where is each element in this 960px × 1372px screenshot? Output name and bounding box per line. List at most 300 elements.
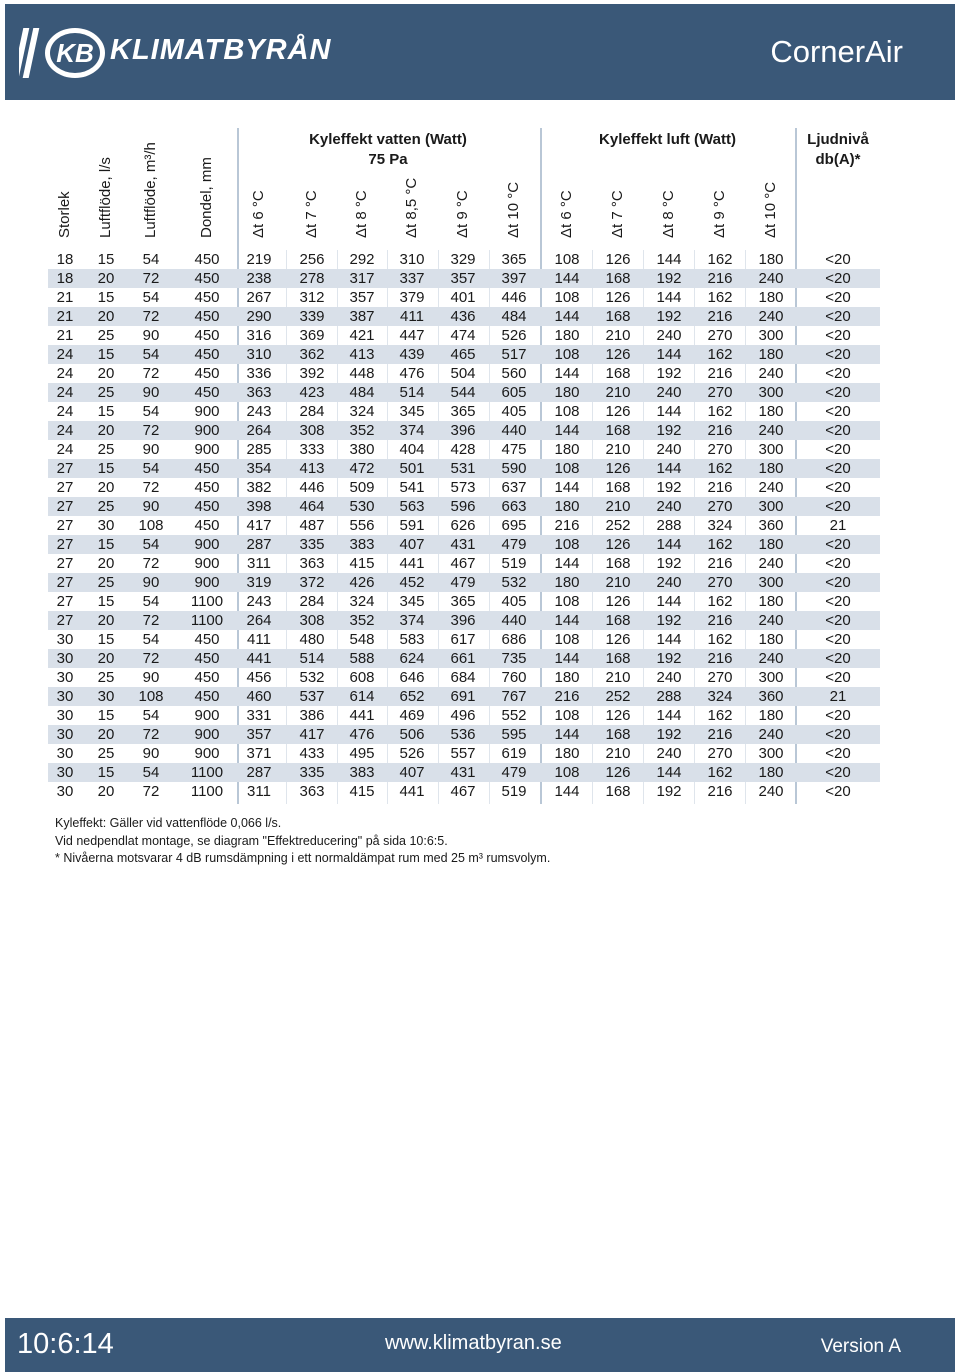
table-cell: 219 [246,251,272,268]
table-cell: 21 [829,517,847,534]
table-row [48,497,880,516]
table-cell: 168 [605,612,631,629]
table-cell: 27 [56,498,74,515]
table-cell: 180 [758,593,784,610]
table-cell: 15 [97,764,115,781]
table-cell: 180 [554,745,580,762]
table-cell: 487 [299,517,325,534]
table-cell: 357 [246,726,272,743]
table-cell: 180 [554,327,580,344]
table-cell: 900 [194,536,220,553]
table-cell: 541 [399,479,425,496]
table-cell: 162 [707,346,733,363]
table-cell: 240 [758,365,784,382]
table-cell: 396 [450,612,476,629]
table-cell: 54 [142,707,160,724]
klimatbyran-logo-icon [19,20,111,86]
column-header: Δt 7 °C [303,190,320,238]
table-cell: 180 [758,707,784,724]
table-cell: 25 [97,745,115,762]
table-row [48,592,880,611]
table-row [48,383,880,402]
table-cell: 20 [97,479,115,496]
table-cell: 162 [707,764,733,781]
table-cell: 15 [97,251,115,268]
table-cell: 192 [656,783,682,800]
table-cell: 270 [707,574,733,591]
table-cell: 383 [349,536,375,553]
table-cell: 661 [450,650,476,667]
column-header: Δt 7 °C [609,190,626,238]
table-cell: <20 [825,764,851,781]
table-cell: 270 [707,745,733,762]
table-cell: 264 [246,422,272,439]
table-cell: 238 [246,270,272,287]
table-cell: 441 [246,650,272,667]
table-cell: 243 [246,593,272,610]
table-cell: <20 [825,498,851,515]
table-cell: 72 [142,308,160,325]
table-cell: 27 [56,593,74,610]
table-cell: 404 [399,441,425,458]
table-cell: 144 [656,289,682,306]
table-cell: 24 [56,441,74,458]
table-cell: 362 [299,346,325,363]
table-cell: 180 [758,536,784,553]
table-cell: <20 [825,384,851,401]
table-cell: 108 [554,460,580,477]
table-cell: 900 [194,403,220,420]
table-cell: 526 [501,327,527,344]
table-cell: 467 [450,783,476,800]
table-cell: 360 [758,517,784,534]
table-cell: 308 [299,422,325,439]
table-cell: 537 [299,688,325,705]
table-cell: 300 [758,327,784,344]
table-cell: 216 [707,555,733,572]
table-cell: 54 [142,536,160,553]
table-cell: 504 [450,365,476,382]
table-cell: 210 [605,498,631,515]
table-cell: 30 [56,764,74,781]
table-cell: 456 [246,669,272,686]
column-header: Δt 10 °C [505,181,522,238]
table-cell: 440 [501,612,527,629]
table-cell: 596 [450,498,476,515]
table-cell: 15 [97,403,115,420]
table-cell: 436 [450,308,476,325]
table-cell: 27 [56,555,74,572]
table-cell: 495 [349,745,375,762]
table-row [48,668,880,687]
table-cell: 573 [450,479,476,496]
table-cell: 401 [450,289,476,306]
table-cell: 162 [707,707,733,724]
table-cell: 168 [605,422,631,439]
table-cell: 396 [450,422,476,439]
table-cell: 180 [758,764,784,781]
table-cell: <20 [825,650,851,667]
table-cell: 335 [299,536,325,553]
table-cell: 284 [299,593,325,610]
table-cell: 426 [349,574,375,591]
table-cell: 256 [299,251,325,268]
table-cell: 292 [349,251,375,268]
table-cell: 387 [349,308,375,325]
table-cell: 560 [501,365,527,382]
table-cell: 192 [656,555,682,572]
table-cell: 467 [450,555,476,572]
table-cell: 108 [554,346,580,363]
brand-name: KLIMATBYRÅN [110,34,332,66]
table-cell: 24 [56,403,74,420]
table-cell: 180 [554,441,580,458]
table-cell: 363 [246,384,272,401]
table-cell: 18 [56,270,74,287]
table-cell: 300 [758,498,784,515]
table-cell: 446 [299,479,325,496]
table-cell: 240 [656,669,682,686]
table-cell: <20 [825,555,851,572]
table-cell: <20 [825,783,851,800]
table-cell: 308 [299,612,325,629]
table-cell: 371 [246,745,272,762]
table-cell: 407 [399,764,425,781]
table-cell: 126 [605,707,631,724]
table-cell: 532 [501,574,527,591]
table-cell: 450 [194,308,220,325]
table-cell: 162 [707,403,733,420]
table-cell: 108 [138,688,164,705]
website-link[interactable]: www.klimatbyran.se [385,1332,562,1354]
table-cell: 472 [349,460,375,477]
table-cell: 479 [501,764,527,781]
table-cell: 284 [299,403,325,420]
table-cell: 180 [554,498,580,515]
table-cell: 192 [656,479,682,496]
table-cell: 288 [656,688,682,705]
note-2: Vid nedpendlat montage, se diagram "Effektreducering" på sida 10:6:5. [55,833,448,848]
table-cell: 605 [501,384,527,401]
table-cell: 144 [554,365,580,382]
table-cell: 252 [605,688,631,705]
table-cell: 652 [399,688,425,705]
table-cell: 331 [246,707,272,724]
table-row [48,459,880,478]
table-cell: 324 [707,517,733,534]
table-cell: 372 [299,574,325,591]
table-cell: 15 [97,289,115,306]
table-cell: <20 [825,479,851,496]
table-cell: 379 [399,289,425,306]
table-cell: 316 [246,327,272,344]
table-cell: 30 [97,517,115,534]
table-cell: 54 [142,460,160,477]
table-cell: 270 [707,384,733,401]
table-cell: 20 [97,555,115,572]
table-cell: 162 [707,289,733,306]
table-cell: 90 [142,574,160,591]
table-row [48,535,880,554]
table-cell: 1100 [190,764,224,781]
table-cell: 144 [656,403,682,420]
table-cell: 20 [97,612,115,629]
table-cell: 25 [97,498,115,515]
table-cell: 216 [707,365,733,382]
table-cell: 240 [758,308,784,325]
table-cell: 413 [299,460,325,477]
version-label: Version A [820,1336,901,1357]
table-cell: 240 [656,384,682,401]
table-cell: 480 [299,631,325,648]
table-cell: <20 [825,270,851,287]
table-cell: 352 [349,422,375,439]
table-cell: 556 [349,517,375,534]
table-cell: 24 [56,422,74,439]
table-cell: 216 [707,612,733,629]
table-cell: 144 [554,308,580,325]
table-cell: 54 [142,251,160,268]
table-cell: 360 [758,688,784,705]
table-cell: 465 [450,346,476,363]
table-cell: 588 [349,650,375,667]
table-cell: 619 [501,745,527,762]
table-cell: 285 [246,441,272,458]
table-cell: 30 [56,650,74,667]
table-cell: 27 [56,536,74,553]
table-cell: 210 [605,327,631,344]
table-cell: 617 [450,631,476,648]
table-cell: 108 [554,707,580,724]
table-cell: 21 [829,688,847,705]
table-cell: 300 [758,669,784,686]
table-cell: 450 [194,498,220,515]
table-cell: 72 [142,270,160,287]
table-cell: 415 [349,555,375,572]
table-cell: 72 [142,555,160,572]
table-cell: 411 [400,308,424,325]
table-cell: 15 [97,346,115,363]
table-cell: 684 [450,669,476,686]
table-cell: <20 [825,536,851,553]
note-3: * Nivåerna motsvarar 4 dB rumsdämpning i ett normaldämpat rum med 25 m³ rumsvolym. [55,851,551,865]
table-cell: 30 [97,688,115,705]
table-cell: 288 [656,517,682,534]
table-cell: 192 [656,612,682,629]
table-cell: 446 [501,289,527,306]
table-cell: 168 [605,726,631,743]
table-row [48,687,880,706]
table-row [48,288,880,307]
table-cell: 18 [56,251,74,268]
table-cell: 312 [299,289,325,306]
table-cell: 450 [194,517,220,534]
table-cell: 20 [97,726,115,743]
table-cell: 30 [56,669,74,686]
table-cell: 180 [758,460,784,477]
table-cell: 126 [605,403,631,420]
table-cell: 900 [194,745,220,762]
table-row [48,725,880,744]
page-header [5,4,955,100]
table-cell: 126 [605,631,631,648]
table-cell: 126 [605,593,631,610]
table-cell: 72 [142,365,160,382]
table-cell: 300 [758,574,784,591]
table-cell: 1100 [190,593,224,610]
table-cell: 548 [349,631,375,648]
table-cell: 278 [299,270,325,287]
table-cell: <20 [825,593,851,610]
table-cell: 476 [349,726,375,743]
table-cell: 386 [299,707,325,724]
table-cell: 415 [349,783,375,800]
table-cell: 27 [56,460,74,477]
table-cell: 180 [554,384,580,401]
table-cell: 126 [605,460,631,477]
table-cell: 216 [707,479,733,496]
table-cell: 25 [97,441,115,458]
table-row [48,611,880,630]
table-cell: 15 [97,536,115,553]
table-cell: 144 [656,631,682,648]
table-cell: 336 [246,365,272,382]
table-cell: 30 [56,745,74,762]
table-cell: 270 [707,669,733,686]
table-cell: 15 [97,631,115,648]
table-cell: 90 [142,441,160,458]
table-cell: 300 [758,745,784,762]
table-cell: <20 [825,707,851,724]
table-cell: 72 [142,479,160,496]
table-cell: 168 [605,650,631,667]
table-row [48,554,880,573]
table-cell: 392 [299,365,325,382]
table-cell: 15 [97,460,115,477]
table-cell: 310 [246,346,272,363]
table-cell: 450 [194,384,220,401]
table-cell: 519 [501,555,527,572]
table-cell: 72 [142,650,160,667]
table-cell: 506 [399,726,425,743]
table-cell: 144 [554,726,580,743]
table-cell: 447 [399,327,425,344]
table-cell: <20 [825,251,851,268]
svg-text:KB: KB [56,38,94,68]
table-cell: 54 [142,403,160,420]
table-cell: 441 [349,707,375,724]
air-group-title: Kyleffekt luft (Watt) [599,131,736,148]
table-cell: 563 [399,498,425,515]
table-cell: 144 [554,479,580,496]
table-cell: 544 [450,384,476,401]
table-cell: 686 [501,631,527,648]
table-cell: 450 [194,327,220,344]
table-cell: 21 [56,289,74,306]
table-cell: 1100 [190,612,224,629]
table-cell: 180 [554,574,580,591]
table-cell: 210 [605,745,631,762]
table-cell: 72 [142,726,160,743]
table-cell: 590 [501,460,527,477]
table-cell: <20 [825,346,851,363]
table-cell: 162 [707,593,733,610]
table-cell: 900 [194,707,220,724]
table-cell: 30 [56,783,74,800]
table-cell: 595 [501,726,527,743]
table-cell: 162 [707,536,733,553]
table-cell: 608 [349,669,375,686]
table-cell: 383 [349,764,375,781]
table-cell: 72 [142,422,160,439]
table-cell: 900 [194,574,220,591]
table-cell: 695 [501,517,527,534]
table-cell: 126 [605,289,631,306]
table-cell: 476 [399,365,425,382]
table-cell: 144 [656,460,682,477]
table-row [48,345,880,364]
table-cell: 329 [450,251,476,268]
cooling-capacity-table [48,250,880,801]
table-cell: 24 [56,384,74,401]
table-cell: 30 [56,726,74,743]
table-cell: <20 [825,460,851,477]
table-cell: 484 [349,384,375,401]
table-cell: 192 [656,650,682,667]
table-cell: 270 [707,441,733,458]
table-cell: 357 [450,270,476,287]
table-cell: 168 [605,365,631,382]
table-cell: 479 [501,536,527,553]
table-cell: 441 [399,555,425,572]
table-cell: 72 [142,612,160,629]
table-cell: 108 [138,517,164,534]
table-cell: 27 [56,479,74,496]
table-cell: 240 [656,574,682,591]
table-cell: 374 [399,422,425,439]
table-cell: 108 [554,631,580,648]
table-cell: 475 [501,441,527,458]
table-cell: 30 [56,631,74,648]
table-cell: 270 [707,498,733,515]
table-cell: 417 [246,517,272,534]
table-cell: 450 [194,650,220,667]
column-header: Δt 8,5 °C [403,177,420,238]
table-row [48,478,880,497]
table-cell: 240 [656,498,682,515]
table-cell: 90 [142,669,160,686]
table-cell: 216 [707,270,733,287]
table-cell: 240 [758,555,784,572]
table-cell: 20 [97,783,115,800]
product-name: CornerAir [770,34,903,69]
table-cell: 168 [605,479,631,496]
table-cell: 735 [501,650,527,667]
table-cell: 240 [656,745,682,762]
table-cell: 324 [349,593,375,610]
table-cell: 287 [246,764,272,781]
table-cell: 760 [501,669,527,686]
table-cell: 382 [246,479,272,496]
table-cell: 126 [605,251,631,268]
table-row [48,269,880,288]
table-cell: 460 [246,688,272,705]
table-cell: 20 [97,422,115,439]
table-cell: <20 [825,669,851,686]
table-cell: <20 [825,365,851,382]
table-cell: 168 [605,783,631,800]
table-cell: 15 [97,707,115,724]
